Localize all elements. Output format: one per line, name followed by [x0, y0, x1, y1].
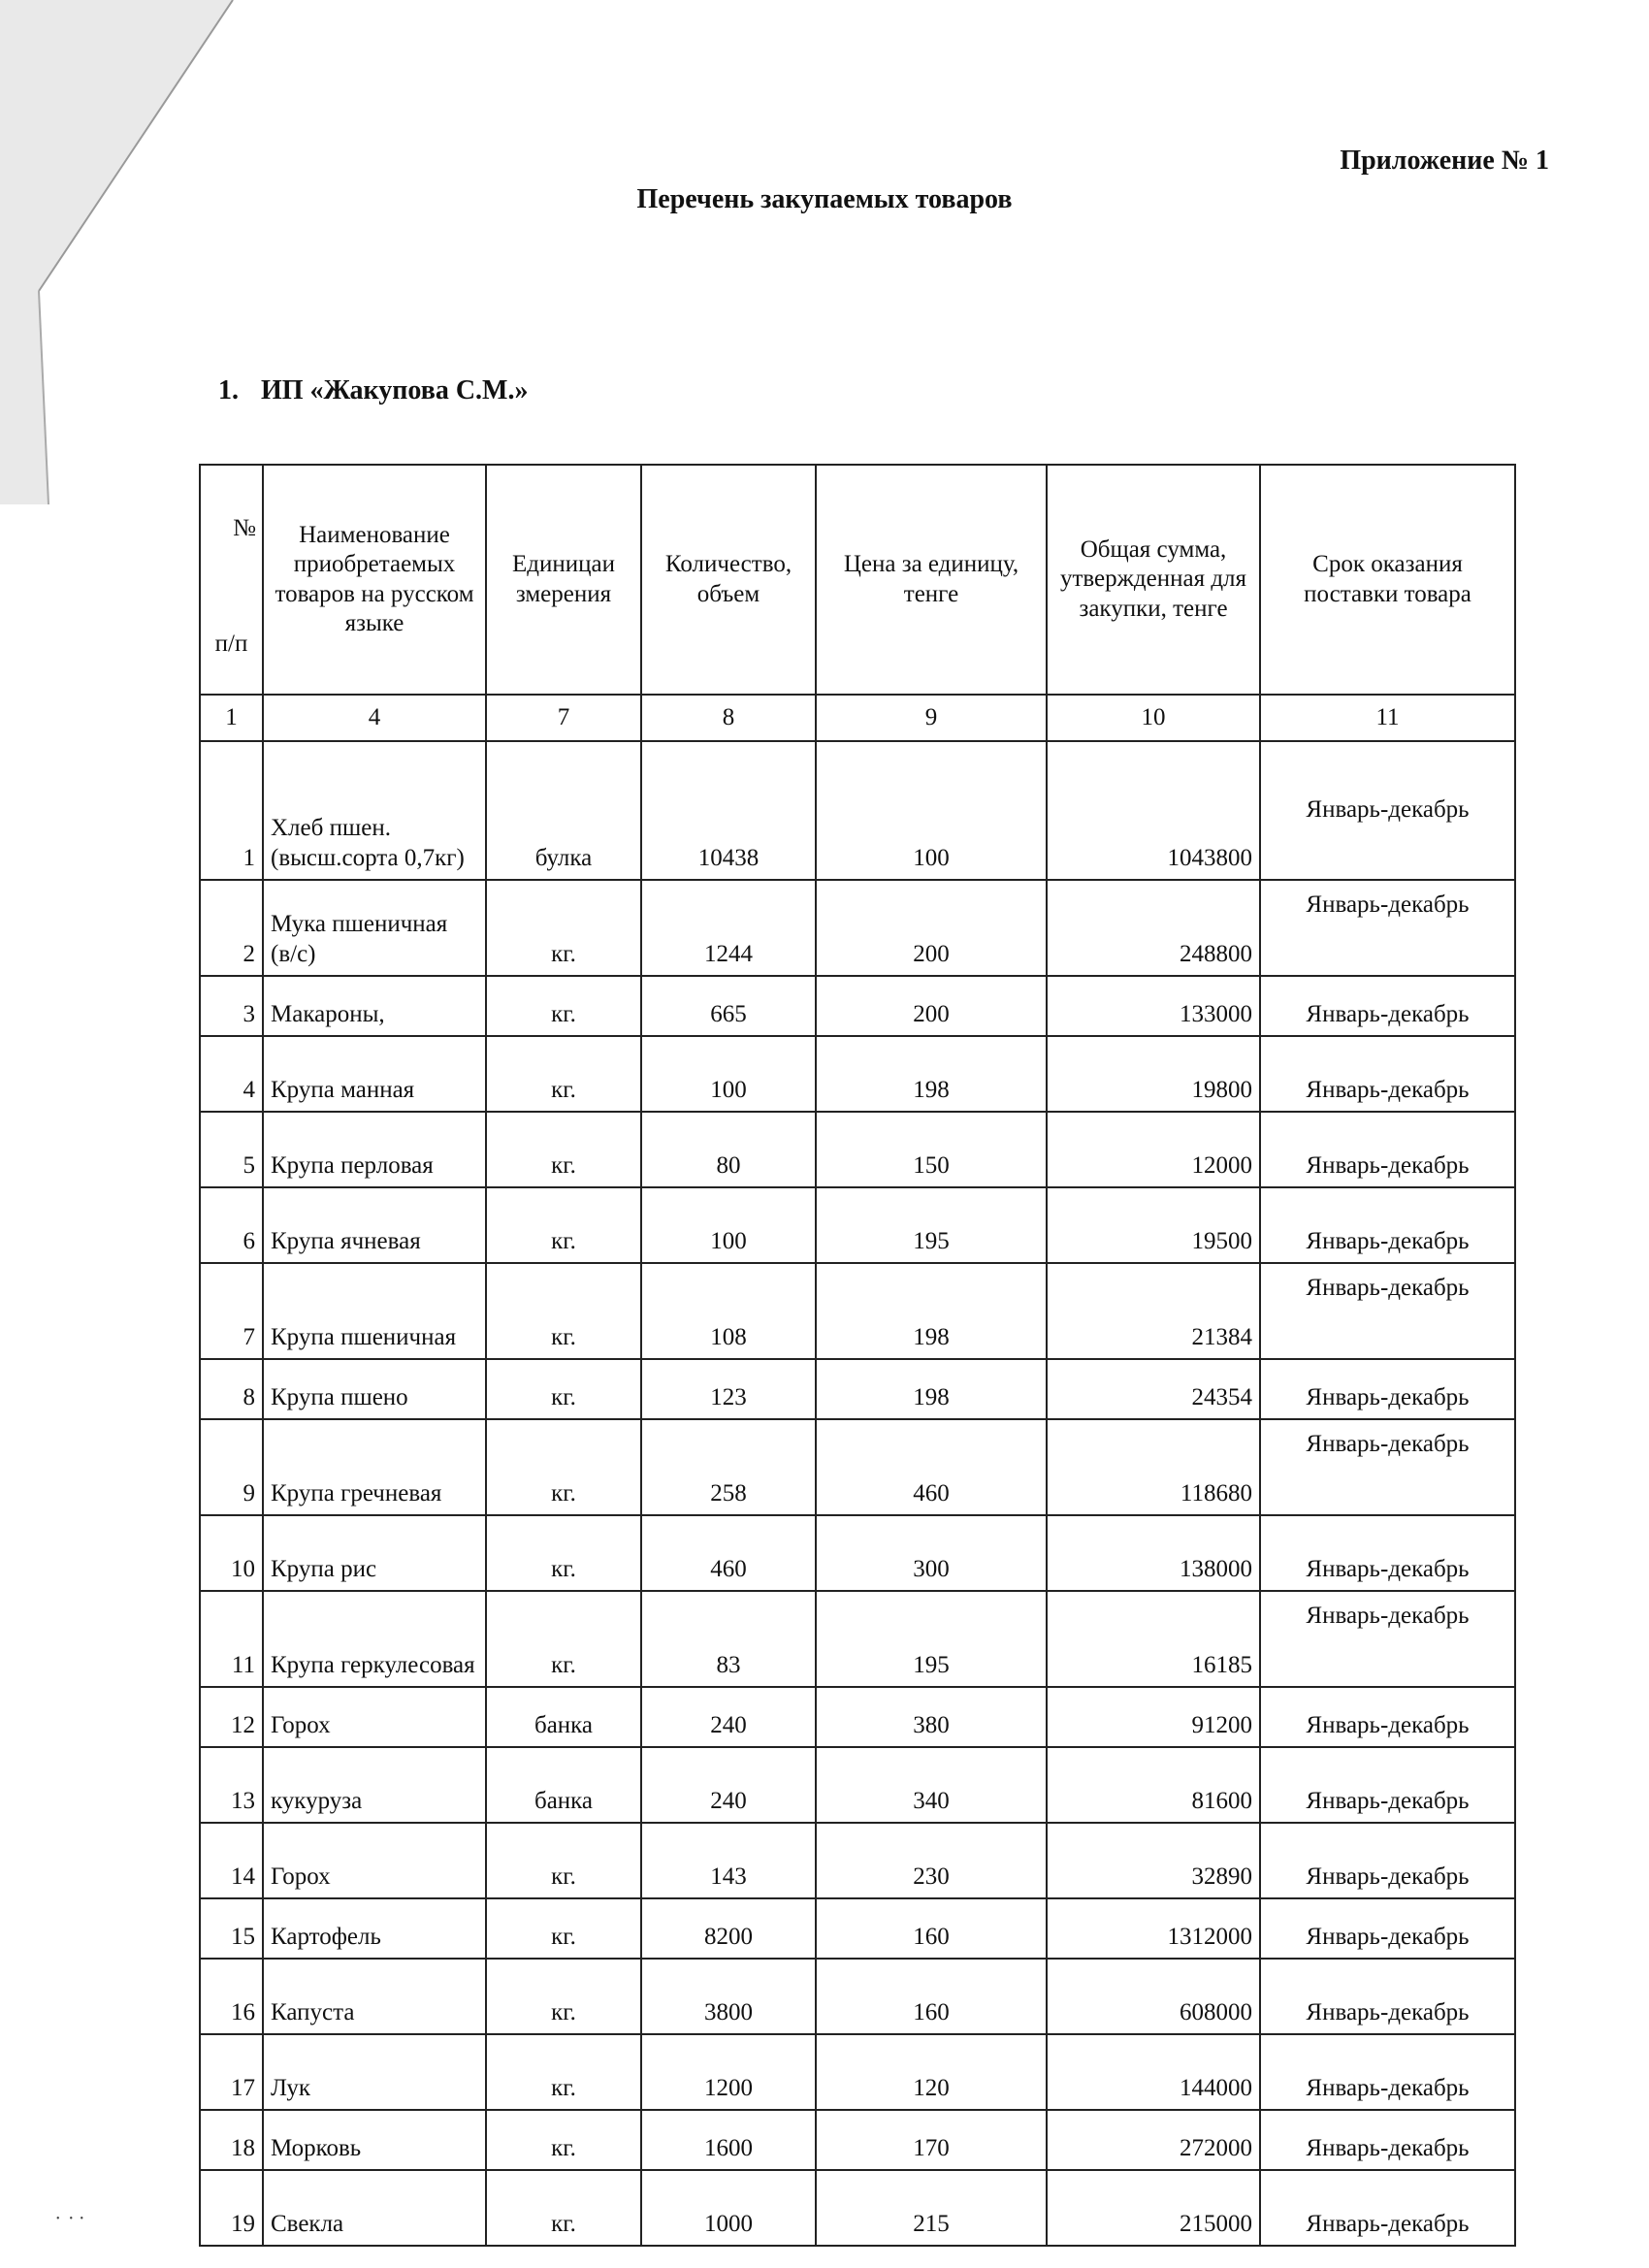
- item-name: Горох: [263, 1687, 486, 1747]
- item-total: 91200: [1047, 1687, 1260, 1747]
- row-number: 14: [200, 1823, 263, 1898]
- item-unit: кг.: [486, 2034, 641, 2110]
- item-term: Январь-декабрь: [1260, 1959, 1515, 2034]
- item-unit: кг.: [486, 1959, 641, 2034]
- item-total: 144000: [1047, 2034, 1260, 2110]
- item-total: 608000: [1047, 1959, 1260, 2034]
- item-unit: кг.: [486, 1036, 641, 1112]
- table-row: [200, 741, 1515, 880]
- item-price: 160: [816, 1959, 1047, 2034]
- item-price: 215: [816, 2170, 1047, 2246]
- item-qty: 258: [641, 1419, 816, 1515]
- column-number: 11: [1260, 695, 1515, 741]
- item-term: Январь-декабрь: [1260, 1898, 1515, 1959]
- item-name: кукуруза: [263, 1747, 486, 1823]
- row-number: 13: [200, 1747, 263, 1823]
- item-name: Свекла: [263, 2170, 486, 2246]
- item-qty: 460: [641, 1515, 816, 1591]
- table-row: [200, 1823, 1515, 1898]
- item-name: Лук: [263, 2034, 486, 2110]
- item-qty: 100: [641, 1036, 816, 1112]
- item-price: 160: [816, 1898, 1047, 1959]
- item-unit: кг.: [486, 1419, 641, 1515]
- item-unit: кг.: [486, 880, 641, 976]
- item-name: Крупа геркулесовая: [263, 1591, 486, 1687]
- item-name: Крупа перловая: [263, 1112, 486, 1187]
- row-number: 5: [200, 1112, 263, 1187]
- table-row: [200, 1263, 1515, 1359]
- item-total: 19800: [1047, 1036, 1260, 1112]
- item-price: 200: [816, 976, 1047, 1036]
- item-total: 118680: [1047, 1419, 1260, 1515]
- row-number: 4: [200, 1036, 263, 1112]
- item-term: Январь-декабрь: [1260, 2170, 1515, 2246]
- item-total: 1043800: [1047, 741, 1260, 880]
- item-name: Крупа рис: [263, 1515, 486, 1591]
- item-name: Крупа гречневая: [263, 1419, 486, 1515]
- header-price: Цена за единицу, тенге: [816, 465, 1047, 695]
- column-number: 8: [641, 695, 816, 741]
- item-price: 230: [816, 1823, 1047, 1898]
- item-term: Январь-декабрь: [1260, 1515, 1515, 1591]
- table-row: [200, 2170, 1515, 2246]
- item-term: Январь-декабрь: [1260, 2034, 1515, 2110]
- item-name: Крупа пшено: [263, 1359, 486, 1419]
- item-price: 380: [816, 1687, 1047, 1747]
- table-row: [200, 2034, 1515, 2110]
- appendix-label: Приложение № 1: [1340, 146, 1549, 176]
- table-row: [200, 1187, 1515, 1263]
- item-unit: кг.: [486, 1263, 641, 1359]
- row-number: 10: [200, 1515, 263, 1591]
- header-unit: Единицаи змерения: [486, 465, 641, 695]
- column-number: 10: [1047, 695, 1260, 741]
- table-row: [200, 1036, 1515, 1112]
- header-total: Общая сумма, утвержденная для закупки, тенге: [1047, 465, 1260, 695]
- item-qty: 83: [641, 1591, 816, 1687]
- item-total: 12000: [1047, 1112, 1260, 1187]
- header-no: [200, 465, 263, 695]
- row-number: 3: [200, 976, 263, 1036]
- item-unit: кг.: [486, 1823, 641, 1898]
- row-number: 18: [200, 2110, 263, 2170]
- item-qty: 8200: [641, 1898, 816, 1959]
- item-qty: 1200: [641, 2034, 816, 2110]
- item-price: 460: [816, 1419, 1047, 1515]
- header-term: Срок оказания поставки товара: [1260, 465, 1515, 695]
- item-unit: кг.: [486, 1515, 641, 1591]
- item-term: Январь-декабрь: [1260, 1747, 1515, 1823]
- column-number: 1: [200, 695, 263, 741]
- row-number: 15: [200, 1898, 263, 1959]
- item-name: Крупа манная: [263, 1036, 486, 1112]
- item-price: 195: [816, 1591, 1047, 1687]
- item-total: 19500: [1047, 1187, 1260, 1263]
- item-price: 150: [816, 1112, 1047, 1187]
- table-row: [200, 1898, 1515, 1959]
- section-number: 1.: [218, 375, 239, 405]
- item-total: 133000: [1047, 976, 1260, 1036]
- document-title: Перечень закупаемых товаров: [636, 184, 1013, 214]
- item-qty: 108: [641, 1263, 816, 1359]
- header-name: Наименование приобретаемых товаров на русском языке: [263, 465, 486, 695]
- item-qty: 10438: [641, 741, 816, 880]
- item-term: Январь-декабрь: [1260, 1036, 1515, 1112]
- item-unit: кг.: [486, 1359, 641, 1419]
- row-number: 1: [200, 741, 263, 880]
- goods-table: [199, 464, 1516, 2247]
- row-number: 2: [200, 880, 263, 976]
- row-number: 19: [200, 2170, 263, 2246]
- item-unit: кг.: [486, 1187, 641, 1263]
- item-total: 81600: [1047, 1747, 1260, 1823]
- item-price: 198: [816, 1036, 1047, 1112]
- header-no-sign: №: [233, 515, 256, 541]
- item-term: Январь-декабрь: [1260, 1687, 1515, 1747]
- item-unit: кг.: [486, 1898, 641, 1959]
- item-name: Капуста: [263, 1959, 486, 2034]
- item-total: 16185: [1047, 1591, 1260, 1687]
- column-number: 9: [816, 695, 1047, 741]
- item-name: Хлеб пшен. (высш.сорта 0,7кг): [263, 741, 486, 880]
- row-number: 7: [200, 1263, 263, 1359]
- item-term: Январь-декабрь: [1260, 1419, 1515, 1515]
- item-term: Январь-декабрь: [1260, 1359, 1515, 1419]
- item-name: Крупа ячневая: [263, 1187, 486, 1263]
- row-number: 8: [200, 1359, 263, 1419]
- item-total: 24354: [1047, 1359, 1260, 1419]
- item-price: 195: [816, 1187, 1047, 1263]
- item-price: 198: [816, 1359, 1047, 1419]
- item-price: 198: [816, 1263, 1047, 1359]
- item-term: Январь-декабрь: [1260, 1112, 1515, 1187]
- item-unit: кг.: [486, 1591, 641, 1687]
- item-qty: 3800: [641, 1959, 816, 2034]
- column-number: 4: [263, 695, 486, 741]
- item-total: 32890: [1047, 1823, 1260, 1898]
- table-row: [200, 1959, 1515, 2034]
- item-term: Январь-декабрь: [1260, 2110, 1515, 2170]
- item-total: 138000: [1047, 1515, 1260, 1591]
- item-term: Январь-декабрь: [1260, 1187, 1515, 1263]
- item-term: Январь-декабрь: [1260, 741, 1515, 880]
- item-qty: 1244: [641, 880, 816, 976]
- item-name: Крупа пшеничная: [263, 1263, 486, 1359]
- item-name: Макароны,: [263, 976, 486, 1036]
- table-row: [200, 1419, 1515, 1515]
- table-row: [200, 1359, 1515, 1419]
- item-price: 170: [816, 2110, 1047, 2170]
- item-qty: 240: [641, 1747, 816, 1823]
- item-price: 200: [816, 880, 1047, 976]
- supplier-name: ИП «Жакупова С.М.»: [261, 375, 529, 405]
- item-qty: 1000: [641, 2170, 816, 2246]
- item-name: Горох: [263, 1823, 486, 1898]
- item-term: Январь-декабрь: [1260, 1591, 1515, 1687]
- item-unit: кг.: [486, 2110, 641, 2170]
- item-term: Январь-декабрь: [1260, 1263, 1515, 1359]
- item-price: 120: [816, 2034, 1047, 2110]
- item-total: 272000: [1047, 2110, 1260, 2170]
- item-name: Картофель: [263, 1898, 486, 1959]
- item-unit: кг.: [486, 1112, 641, 1187]
- item-term: Январь-декабрь: [1260, 1823, 1515, 1898]
- item-qty: 123: [641, 1359, 816, 1419]
- item-unit: кг.: [486, 2170, 641, 2246]
- item-unit: булка: [486, 741, 641, 880]
- item-qty: 665: [641, 976, 816, 1036]
- item-price: 300: [816, 1515, 1047, 1591]
- table-row: [200, 1591, 1515, 1687]
- item-price: 340: [816, 1747, 1047, 1823]
- header-qty: Количество, объем: [641, 465, 816, 695]
- table-row: [200, 1112, 1515, 1187]
- table-row: [200, 976, 1515, 1036]
- item-unit: банка: [486, 1687, 641, 1747]
- row-number: 6: [200, 1187, 263, 1263]
- row-number: 11: [200, 1591, 263, 1687]
- row-number: 16: [200, 1959, 263, 2034]
- item-total: 215000: [1047, 2170, 1260, 2246]
- table-row: [200, 2110, 1515, 2170]
- item-price: 100: [816, 741, 1047, 880]
- item-total: 21384: [1047, 1263, 1260, 1359]
- row-number: 12: [200, 1687, 263, 1747]
- item-qty: 143: [641, 1823, 816, 1898]
- item-name: Морковь: [263, 2110, 486, 2170]
- section-heading: [218, 375, 529, 406]
- column-number-row: [200, 695, 1515, 741]
- table-row: [200, 1747, 1515, 1823]
- column-number: 7: [486, 695, 641, 741]
- scan-edge-shadow: [0, 0, 252, 504]
- item-qty: 1600: [641, 2110, 816, 2170]
- item-qty: 100: [641, 1187, 816, 1263]
- table-header-row: [200, 465, 1515, 695]
- item-term: Январь-декабрь: [1260, 880, 1515, 976]
- item-unit: банка: [486, 1747, 641, 1823]
- item-total: 1312000: [1047, 1898, 1260, 1959]
- item-unit: кг.: [486, 976, 641, 1036]
- table-row: [200, 1687, 1515, 1747]
- table-row: [200, 880, 1515, 976]
- row-number: 17: [200, 2034, 263, 2110]
- row-number: 9: [200, 1419, 263, 1515]
- table-row: [200, 1515, 1515, 1591]
- item-qty: 80: [641, 1112, 816, 1187]
- item-term: Январь-декабрь: [1260, 976, 1515, 1036]
- item-total: 248800: [1047, 880, 1260, 976]
- header-no-pp: п/п: [214, 630, 248, 657]
- scan-specks: • • •: [56, 2214, 84, 2224]
- item-qty: 240: [641, 1687, 816, 1747]
- item-name: Мука пшеничная (в/с): [263, 880, 486, 976]
